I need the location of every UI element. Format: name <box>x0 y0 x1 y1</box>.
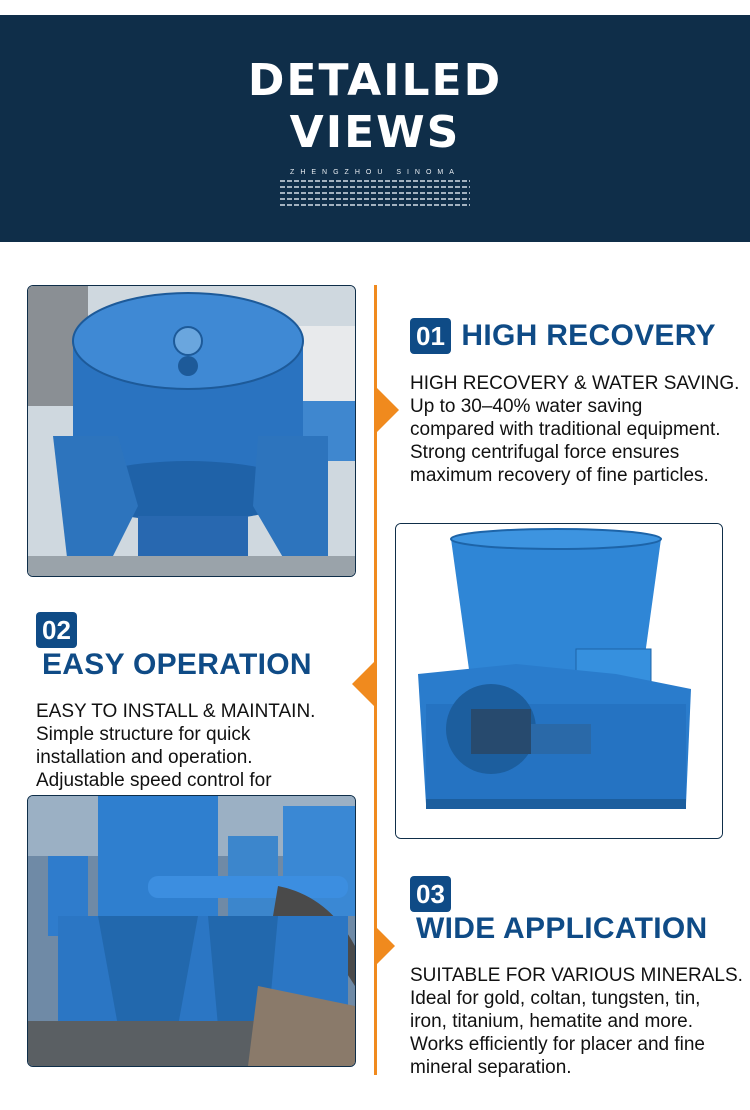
arrow-right-icon <box>377 928 395 964</box>
machine-photo-3 <box>27 795 356 1067</box>
section-heading: WIDE APPLICATION <box>416 912 708 945</box>
section-line: compared with traditional equipment. <box>410 419 721 440</box>
section-line: Adjustable speed control for <box>36 770 272 791</box>
decorative-fine-print <box>280 180 470 206</box>
section-number: 02 <box>36 612 77 648</box>
section-line: Works efficiently for placer and fine <box>410 1034 705 1055</box>
section-line: Strong centrifugal force ensures <box>410 442 680 463</box>
title-line-1: DETAILED <box>247 55 503 106</box>
header-banner <box>0 15 750 242</box>
section-number: 03 <box>410 876 451 912</box>
section-line: iron, titanium, hematite and more. <box>410 1011 694 1032</box>
section-easy-operation <box>36 612 356 815</box>
section-line: Simple structure for quick <box>36 724 251 745</box>
section-high-recovery <box>410 318 745 487</box>
section-line: mineral separation. <box>410 1057 572 1078</box>
section-line: maximum recovery of fine particles. <box>410 465 709 486</box>
title-line-2: VIEWS <box>289 107 461 158</box>
section-lead: HIGH RECOVERY & WATER SAVING. <box>410 373 740 394</box>
section-wide-application <box>410 876 750 1079</box>
section-lead: EASY TO INSTALL & MAINTAIN. <box>36 701 316 722</box>
page-title <box>0 55 750 159</box>
section-heading: HIGH RECOVERY <box>461 319 716 352</box>
section-line: installation and operation. <box>36 747 253 768</box>
section-number: 01 <box>410 318 451 354</box>
section-line: Up to 30–40% water saving <box>410 396 643 417</box>
section-line: Ideal for gold, coltan, tungsten, tin, <box>410 988 701 1009</box>
machine-photo-1 <box>27 285 356 577</box>
section-lead: SUITABLE FOR VARIOUS MINERALS. <box>410 965 743 986</box>
section-heading: EASY OPERATION <box>42 648 312 681</box>
machine-photo-2 <box>395 523 723 839</box>
arrow-right-icon <box>377 388 399 432</box>
company-subtitle: ZHENGZHOU SINOMA <box>290 169 460 176</box>
